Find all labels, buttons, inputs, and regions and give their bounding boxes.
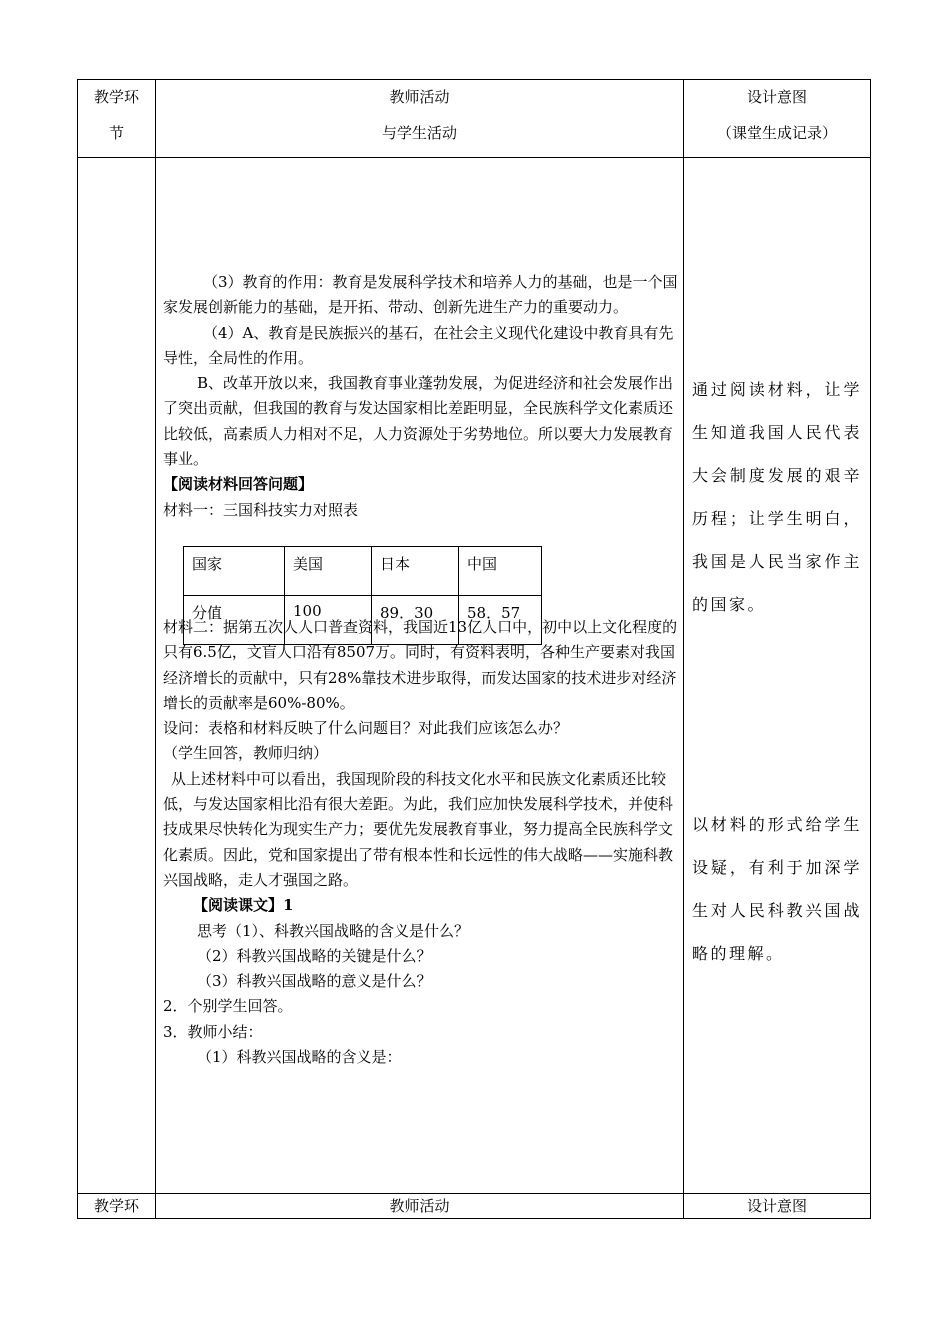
column-divider-1	[155, 79, 156, 1219]
table-top-border	[77, 79, 871, 80]
material1-title: 材料一：三国科技实力对照表	[163, 500, 359, 519]
table-left-border	[77, 79, 78, 1219]
conclusion-text: 从上述材料中可以看出，我国现阶段的科技文化水平和民族文化素质还比较低，与发达国家相比沿有很大差距。为此，我们应加快发展科学技术，并使科技成果尽快转化为现实生产力；要优先发展教育事业，努力提高全民族科学文化素质。因此，党和国家提出了带有根本性和长远性的伟大战略——实施科教兴国战略，走人才强国之路。	[163, 769, 674, 889]
answer-note: （学生回答，教师归纳）	[163, 744, 329, 763]
footer-col3: 设计意图	[746, 1197, 807, 1215]
heading-read-materials: 【阅读材料回答问题】	[163, 475, 314, 494]
design-note-1: 通过阅读材料，让学生知道我国人民代表大会制度发展的艰辛历程；让学生明白，我国是人民当家作主的国家。	[692, 380, 862, 614]
footer-col1: 教学环	[93, 1197, 139, 1215]
footer-col2: 教师活动	[389, 1197, 450, 1215]
summary-item-1: （1）科教兴国战略的含义是：	[197, 1048, 402, 1067]
table-bottom-border	[77, 1218, 871, 1219]
teacher-activity-content	[163, 270, 683, 1070]
header-col2-line2: 与学生活动	[381, 124, 457, 142]
header-col3-line2: （课堂生成记录）	[716, 124, 837, 142]
step-teacher-summary: 3．教师小结：	[163, 1022, 263, 1041]
column-divider-2	[683, 79, 684, 1219]
table-cell: 中国	[459, 547, 542, 596]
design-note-2: 以材料的形式给学生设疑，有利于加深学生对人民科教兴国战略的理解。	[692, 815, 862, 963]
header-col1-line1: 教学环	[93, 88, 139, 106]
heading-read-text: 【阅读课文】1	[193, 896, 294, 915]
table-cell: 58．57	[459, 596, 542, 645]
footer-top-border	[77, 1193, 871, 1194]
think-question-1: 思考（1）、科教兴国战略的含义是什么？	[197, 921, 470, 940]
table-cell: 89．30	[372, 596, 459, 645]
material2-text: 材料二：据第五次人人口普查资料，我国近13亿人口中，初中以上文化程度的只有6.5亿，文盲人口沿有8507万。同时，有资料表明，各种生产要素对我国经济增长的贡献中，只有28%靠技术进步取得，而发达国家的技术进步对经济增长的贡献率是60%-80%。	[163, 617, 678, 712]
paragraph-education-development: B、改革开放以来，我国教育事业蓬勃发展，为促进经济和社会发展作出了突出贡献，但我国的教育与发达国家相比差距明显，全民族科学文化素质还比较低，高素质人力相对不足，人力资源处于劣势地位。所以要大力发展教育事业。	[163, 374, 674, 469]
step-students-answer: 2．个别学生回答。	[163, 997, 293, 1016]
table-row	[184, 547, 542, 596]
header-col1-line2: 节	[108, 124, 124, 142]
header-col3-line1: 设计意图	[746, 88, 807, 106]
paragraph-education-role: （3）教育的作用：教育是发展科学技术和培养人力的基础，也是一个国家发展创新能力的基础，是开拓、带动、创新先进生产力的重要动力。	[163, 273, 678, 317]
question-text: 设问：表格和材料反映了什么问题目？对此我们应该怎么办？	[163, 719, 569, 738]
table-cell: 美国	[285, 547, 372, 596]
table-cell: 分值	[184, 596, 285, 645]
table-row	[184, 596, 542, 645]
tech-strength-table	[183, 546, 542, 645]
think-question-3: （3）科教兴国战略的意义是什么？	[197, 972, 432, 991]
paragraph-education-foundation: （4）A、教育是民族振兴的基石，在社会主义现代化建设中教育具有先导性，全局性的作用。	[163, 323, 674, 367]
table-right-border	[870, 79, 871, 1219]
table-cell: 日本	[372, 547, 459, 596]
header-col2-line1: 教师活动	[389, 88, 450, 106]
header-bottom-border	[77, 157, 871, 158]
table-cell: 100	[285, 596, 372, 645]
table-cell: 国家	[184, 547, 285, 596]
think-question-2: （2）科教兴国战略的关键是什么？	[197, 946, 432, 965]
